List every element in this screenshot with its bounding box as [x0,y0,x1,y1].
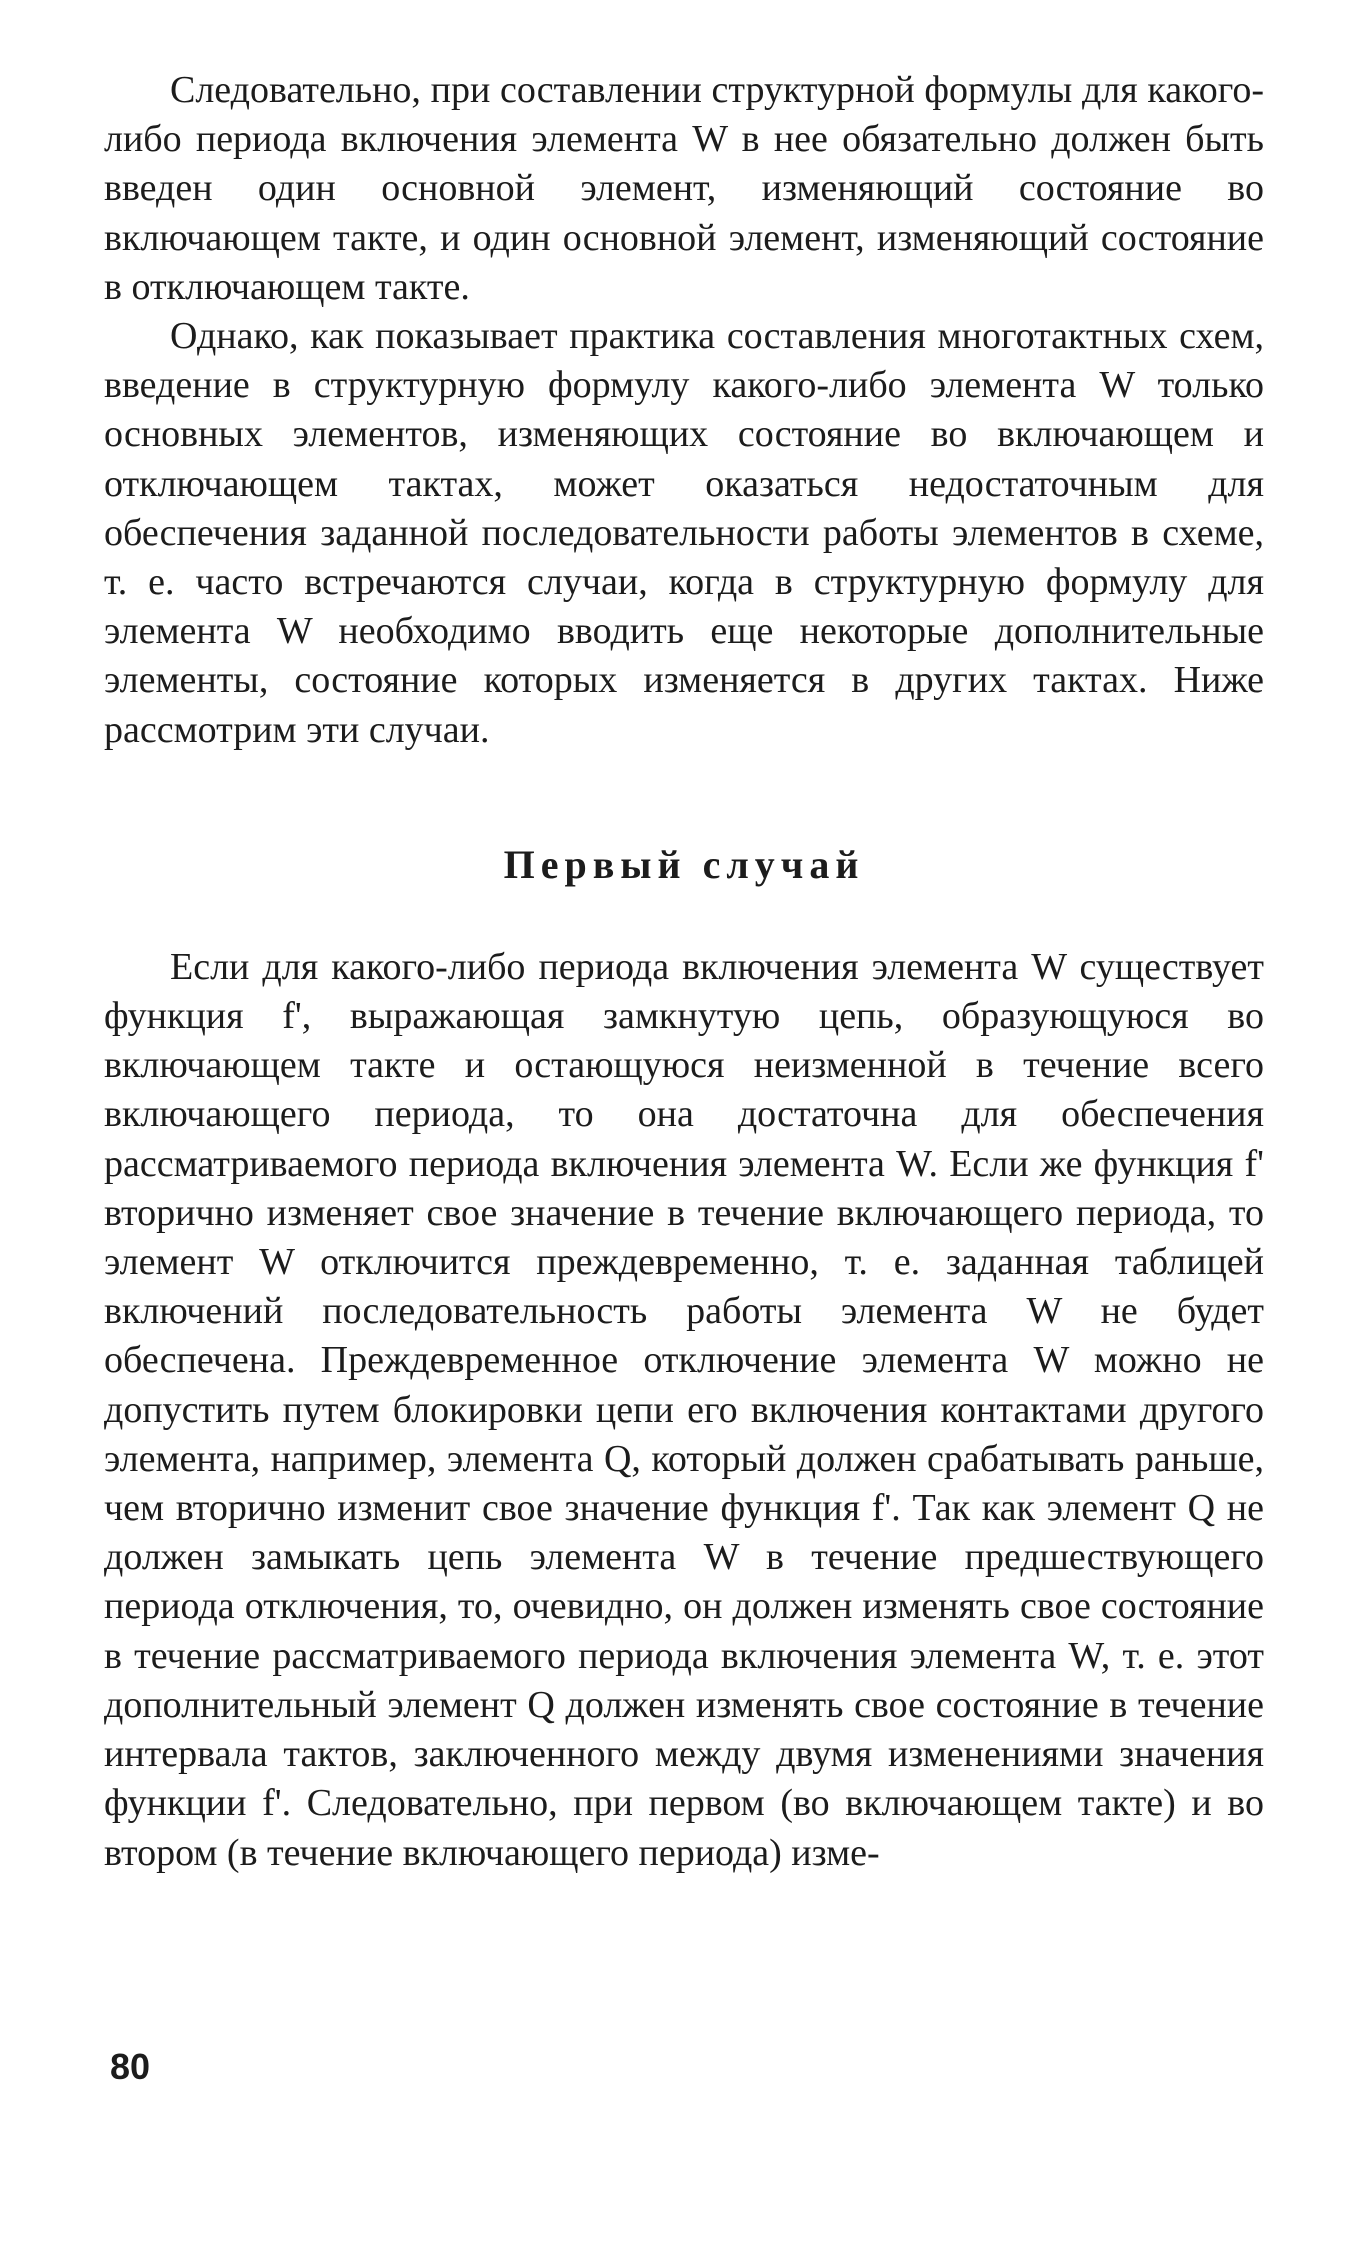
page-content [104,66,1264,1878]
paragraph-2: Однако, как показывает практика составления многотактных схем, введение в структурную формулу какого-либо элемента W только основных элементов, изменяющих состояние во включающем и отключающем тактах, может оказаться недостаточным для обеспечения заданной последовательности работы элементов в схеме, т. е. часто встречаются случаи, когда в структурную формулу для элемента W необходимо вводить еще некоторые дополнительные элементы, состояние которых изменяется в других тактах. Ниже рассмотрим эти случаи. [104,315,1264,751]
section-heading: Первый случай [503,841,865,887]
paragraph-3: Если для какого-либо периода включения элемента W существует функция f', выражающая замкнутую цепь, образующуюся во включающем такте и остающуюся неизменной в течение всего включающего периода, то она достаточна для обеспечения рассматриваемого периода включения элемента W. Если же функция f' вторично изменяет свое значение в течение включающего периода, то элемент W отключится преждевременно, т. е. заданная таблицей включений последовательность работы элемента W не будет обеспечена. Преждевременное отключение элемента W можно не допустить путем блокировки цепи его включения контактами другого элемента, например, элемента Q, который должен срабатывать раньше, чем вторично изменит свое значение функция f'. Так как элемент Q не должен замыкать цепь элемента W в течение предшествующего периода отключения, то, очевидно, он должен изменять свое состояние в течение рассматриваемого периода включения элемента W, т. е. этот дополнительный элемент Q должен изменять свое состояние в течение интервала тактов, заключенного между двумя изменениями значения функции f'. Следовательно, при первом (во включающем такте) и во втором (в течение включающего периода) изме- [104,945,1264,1874]
page-number: 80 [110,2046,151,2087]
paragraph-1: Следовательно, при составлении структурной формулы для какого-либо периода включения элемента W в нее обязательно должен быть введен один основной элемент, изменяющий состояние во включающем такте, и один основной элемент, изменяющий состояние в отключающем такте. [104,69,1264,308]
